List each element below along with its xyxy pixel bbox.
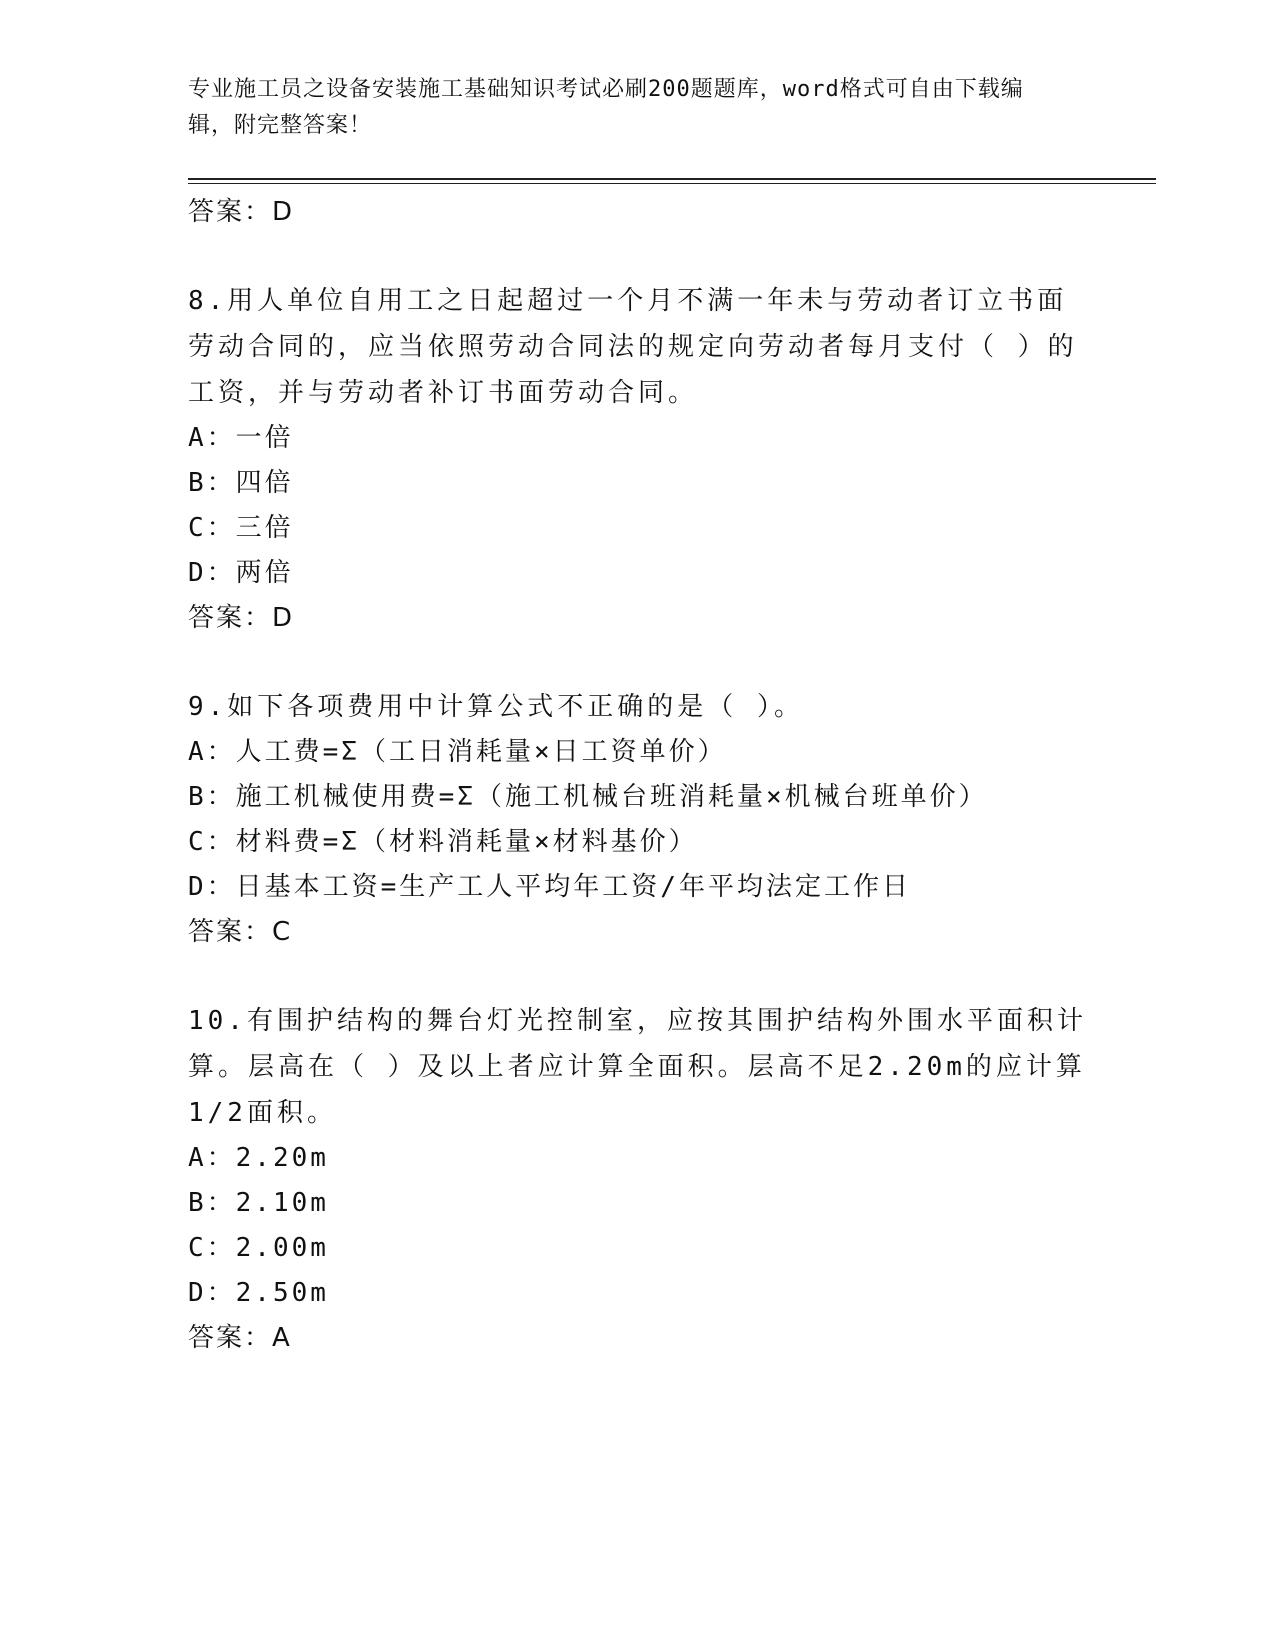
option-d: D：两倍 xyxy=(188,558,294,588)
answer: 答案：A xyxy=(188,1323,292,1353)
option-c: C：材料费=Σ（材料消耗量×材料基价） xyxy=(188,827,698,857)
question-list xyxy=(188,190,1088,1360)
option-b: B：施工机械使用费=Σ（施工机械台班消耗量×机械台班单价） xyxy=(188,782,988,812)
option-a: A：人工费=Σ（工日消耗量×日工资单价） xyxy=(188,737,727,767)
question-stem: 8.用人单位自用工之日起超过一个月不满一年未与劳动者订立书面劳动合同的，应当依照劳动合同法的规定向劳动者每月支付（ ）的工资，并与劳动者补订书面劳动合同。 xyxy=(188,286,1078,408)
question-10 xyxy=(188,998,1088,1360)
option-c: C：2.00m xyxy=(188,1233,329,1263)
option-d: D：2.50m xyxy=(188,1278,329,1308)
document-header: 专业施工员之设备安装施工基础知识考试必刷200题题库，word格式可自由下载编辑，附完整答案！ xyxy=(188,77,1024,138)
option-b: B：四倍 xyxy=(188,468,294,498)
question-stem: 10.有围护结构的舞台灯光控制室，应按其围护结构外围水平面积计算。层高在（ ）及以上者应计算全面积。层高不足2.20m的应计算1/2面积。 xyxy=(188,1006,1087,1128)
option-a: A：2.20m xyxy=(188,1143,329,1173)
answer: 答案：D xyxy=(188,603,295,633)
previous-answer: 答案：D xyxy=(188,197,295,227)
header-rule-thin xyxy=(188,183,1156,184)
option-a: A：一倍 xyxy=(188,423,294,453)
option-b: B：2.10m xyxy=(188,1188,329,1218)
option-d: D：日基本工资=生产工人平均年工资/年平均法定工作日 xyxy=(188,872,911,902)
question-8 xyxy=(188,278,1088,640)
option-c: C：三倍 xyxy=(188,513,294,543)
header-rule-thick xyxy=(188,178,1156,180)
question-9 xyxy=(188,684,1088,954)
answer: 答案：C xyxy=(188,917,293,947)
question-stem: 9.如下各项费用中计算公式不正确的是（ ）。 xyxy=(188,692,804,722)
